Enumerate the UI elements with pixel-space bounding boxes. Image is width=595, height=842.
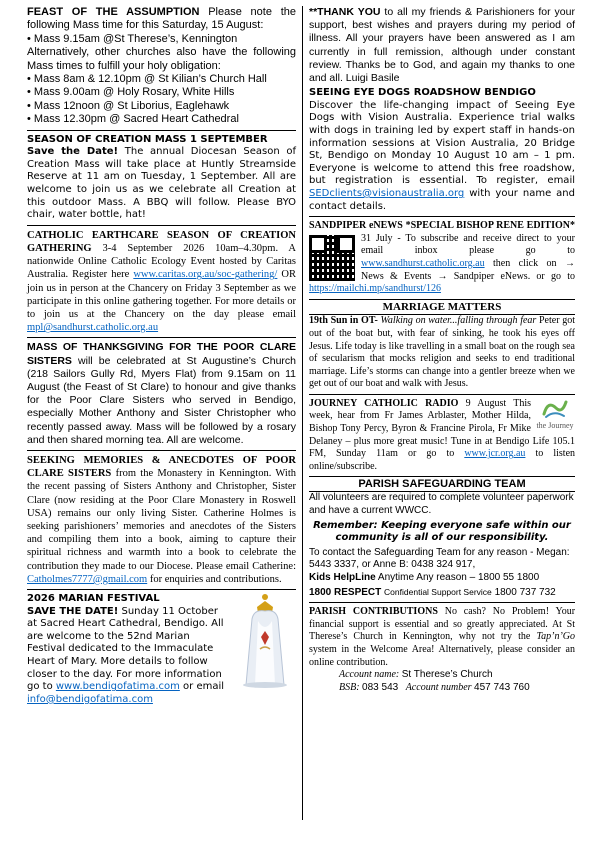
account-number-line bbox=[309, 682, 575, 695]
account-name-line bbox=[309, 669, 575, 682]
safeguarding-contact: To contact the Safeguarding Team for any reason - Megan: 5443 3337, or Anne B: 0438 324 917, bbox=[309, 546, 570, 571]
section-divider bbox=[27, 130, 296, 131]
seeing-eye-title: SEEING EYE DOGS ROADSHOW BENDIGO bbox=[309, 87, 536, 99]
section-divider bbox=[27, 337, 296, 338]
list-item: • Mass 12noon @ St Liborius, Eaglehawk bbox=[27, 100, 296, 113]
journey-title: JOURNEY CATHOLIC RADIO bbox=[309, 397, 459, 409]
marian-link[interactable]: www.bendigofatima.com bbox=[55, 681, 180, 693]
memories-tail: for enquiries and contributions. bbox=[149, 573, 282, 585]
marian-title: 2026 MARIAN FESTIVAL bbox=[27, 593, 160, 605]
section-divider bbox=[309, 216, 575, 217]
sandpiper-notice bbox=[309, 220, 575, 296]
marriage-sub-italic: Walking on water...falling through fear bbox=[380, 315, 537, 327]
sandpiper-body-1: 31 July - To subscribe and receive direct to your email inbox please go to bbox=[361, 232, 575, 257]
marian-lead: SAVE THE DATE! bbox=[27, 605, 119, 617]
earthcare-email[interactable]: mpl@sandhurst.catholic.org.au bbox=[27, 322, 159, 334]
marian-notice bbox=[27, 593, 296, 706]
memories-title: SEEKING MEMORIES & ANECDOTES OF POOR CLARE SISTERS bbox=[27, 455, 296, 480]
account-number: 457 743 760 bbox=[474, 681, 530, 693]
assumption-list-2 bbox=[27, 73, 296, 127]
journey-notice bbox=[309, 398, 575, 474]
column-divider bbox=[302, 6, 303, 820]
respect-small: Confidential Support Service bbox=[384, 586, 492, 597]
sandpiper-body-2: then click on → News & Events → Sandpiper eNews. or go to bbox=[361, 257, 575, 282]
section-divider bbox=[27, 225, 296, 226]
memories-email[interactable]: Catholmes7777@gmail.com bbox=[27, 573, 148, 585]
creation-mass-lead: Save the Date! bbox=[27, 146, 119, 158]
marian-mid: or email bbox=[183, 681, 225, 693]
contributions-body-2: system in the Welcome Area! Alternatively, please consider an online contribution. bbox=[309, 643, 575, 668]
respect-label: 1800 RESPECT bbox=[309, 586, 382, 598]
memories-notice bbox=[27, 454, 296, 586]
kids-helpline-label: Kids HelpLine bbox=[309, 572, 376, 583]
right-column bbox=[309, 6, 575, 694]
our-lady-of-fatima-image bbox=[234, 593, 296, 689]
sandpiper-mailchimp-link[interactable]: https://mailchi.mp/sandhurst/126 bbox=[309, 283, 441, 295]
earthcare-link[interactable]: www.caritas.org.au/soc-gathering/ bbox=[133, 269, 278, 281]
marriage-heading: MARRIAGE MATTERS bbox=[309, 299, 575, 316]
creation-mass-notice bbox=[27, 134, 296, 222]
section-divider bbox=[309, 394, 575, 395]
contributions-notice bbox=[309, 606, 575, 694]
journey-link[interactable]: www.jcr.org.au bbox=[464, 448, 526, 460]
earthcare-notice bbox=[27, 229, 296, 335]
list-item: • Mass 9.00am @ Holy Rosary, White Hills bbox=[27, 86, 296, 99]
section-divider bbox=[27, 589, 296, 590]
seeing-eye-tail: with your name and contact details. bbox=[309, 187, 575, 212]
seeing-eye-body: Discover the life-changing impact of Seeing Eye Dogs with Vision Australia. Experience trial walks with dogs in training led by expert staff in hands-on information sessions at Vision Australia, 20 Bridge St, Bendigo on Monday 10 August 10 am – 1 pm. Everyone is welcome to attend this free roadshow, but registration is essential. To register, email bbox=[309, 99, 575, 187]
bsb-label: BSB: bbox=[339, 681, 360, 693]
sandpiper-title: SANDPIPER eNEWS *SPECIAL BISHOP RENE EDITION* bbox=[309, 220, 575, 232]
kids-helpline bbox=[309, 572, 575, 585]
respect-number: 1800 737 732 bbox=[494, 586, 556, 598]
poor-clare-body: will be celebrated at St Augustine’s Church (218 Sailors Gully Rd, Myers Flat) from 9.15am on 11 August (the Feast of St Clare) to honour and give thanks for the Poor Clare Sisters who served in Bendigo, especially Mother Anthony and Sister Christopher who recently passed away. Mass will be followed by a rosary and then shared morning tea. All are welcome. bbox=[27, 354, 296, 446]
marian-body: Sunday 11 October at Sacred Heart Cathedral, Bendigo. All are welcome to the 52nd Marian Festival dedicated to the Immaculate Heart of Mary. More details to follow closer to the day. For more information go to bbox=[27, 605, 224, 693]
assumption-title: FEAST OF THE ASSUMPTION bbox=[27, 6, 200, 18]
journey-logo-text: the Journey bbox=[536, 420, 574, 430]
section-divider bbox=[309, 602, 575, 603]
creation-mass-title: SEASON OF CREATION MASS 1 SEPTEMBER bbox=[27, 133, 268, 145]
contributions-title: PARISH CONTRIBUTIONS bbox=[309, 606, 438, 618]
assumption-list-1 bbox=[27, 33, 296, 46]
marian-email[interactable]: info@bendigofatima.com bbox=[27, 693, 153, 705]
sandpiper-link[interactable]: www.sandhurst.catholic.org.au bbox=[361, 257, 485, 269]
section-divider bbox=[27, 450, 296, 451]
marriage-matters bbox=[309, 299, 575, 391]
kids-helpline-detail: Anytime Any reason – 1800 55 1800 bbox=[377, 572, 540, 583]
seeing-eye-notice bbox=[309, 87, 575, 213]
journey-date: 9 August bbox=[465, 397, 507, 409]
assumption-middle: Alternatively, other churches also have the following Mass times to fulfill your holy obligation: bbox=[27, 46, 296, 72]
marriage-sub: 19th Sun in OT- bbox=[309, 315, 378, 327]
safeguarding-remember: Remember: Keeping everyone safe within our community is all of our responsibility. bbox=[313, 519, 571, 544]
earthcare-body-1: 3-4 September 2026 10am–4.30pm. A nationwide Online Catholic Ecology Event hosted by Caritas Australia. Register here bbox=[27, 243, 296, 281]
journey-swirl-icon bbox=[540, 398, 570, 420]
list-item: • Mass 12.30pm @ Sacred Heart Cathedral bbox=[27, 113, 296, 126]
left-column bbox=[27, 6, 296, 706]
seeing-eye-email[interactable]: SEDclients@visionaustralia.org bbox=[309, 187, 465, 199]
list-item: • Mass 8am & 12.10pm @ St Kilian’s Church Hall bbox=[27, 73, 296, 86]
respect-line bbox=[309, 586, 575, 600]
earthcare-body-2: OR join us in person at the Chancery on Friday 3 September as we participate in this online gathering together. For more details or to join us at the Chancery on the day please email bbox=[27, 269, 296, 321]
thank-you-notice bbox=[309, 6, 575, 85]
account-name-label: Account name: bbox=[339, 669, 400, 681]
journey-body: This week, hear from Fr James Arblaster, Mother Hilda, Bishop Tony Percy, Byron & Francine Pirola, Fr Mike Delaney – plus more great music! Tune in at Bendigo Life 105.1 FM, Sunday 11am or go to bbox=[309, 397, 575, 460]
account-name: St Therese’s Church bbox=[401, 669, 493, 681]
earthcare-title: CATHOLIC EARTHCARE SEASON OF CREATION GATHERING bbox=[27, 229, 296, 255]
safeguarding-heading: PARISH SAFEGUARDING TEAM bbox=[309, 476, 575, 492]
thank-you-body: to all my friends & Parishioners for your support, best wishes and prayers during my period of illness. All your prayers have been answered as I am currently in full remission, although under constant review. Thanks be to God, and again my thanks to one and all. Luigi Basile bbox=[309, 6, 575, 85]
memories-body: from the Monastery in Kennington. With the recent passing of Sisters Anthony and Christopher, Sister Clare (now residing at the Poor Clare Monastery in Roswell USA) remains our only living Sister. Catherine Holmes is seeking parishioners’ memories and anecdotes of the Sisters and compiling them into a book, aiming to capture their spiritual richness and warmth into a book to celebrate the contribution they made to our Diocese. Please email Catherine: bbox=[27, 468, 297, 572]
journey-tail: to listen online/subscribe. bbox=[309, 448, 576, 472]
account-number-label: Account number bbox=[405, 681, 472, 693]
assumption-notice bbox=[27, 6, 296, 127]
list-item: • Mass 9.15am @St Therese’s, Kennington bbox=[27, 33, 296, 46]
assumption-intro: Please note the following Mass time for this Saturday, 15 August: bbox=[27, 6, 296, 32]
qr-code-icon[interactable] bbox=[309, 235, 355, 281]
poor-clare-title: MASS OF THANKSGIVING FOR THE POOR CLARE SISTERS bbox=[27, 341, 296, 367]
contributions-body: No cash? No Problem! Your financial support is essential and so greatly appreciated. At St Therese’s Church in Kennington, why not try the bbox=[309, 606, 576, 643]
safeguarding-body: All volunteers are required to complete volunteer paperwork and have a current WWCC. bbox=[309, 492, 574, 517]
marriage-body: Peter got out of the boat but, with fear of sinking, he took his eyes off Jesus. Life today is like travelling in a small boat on the rough sea of secularism that mocks religion and seeks to end traditional marriage. Life’s storms can change into a gentler breeze when we get out of our boat and walk with Jesus. bbox=[309, 315, 576, 390]
contributions-tap: Tap’n’Go bbox=[536, 631, 576, 643]
bsb: 083 543 bbox=[362, 681, 399, 693]
poor-clare-notice bbox=[27, 341, 296, 447]
thank-you-title: **THANK YOU bbox=[309, 6, 381, 18]
safeguarding-section bbox=[309, 476, 575, 599]
creation-mass-body: The annual Diocesan Season of Creation Mass will take place at Huntly Streamside Reserve at 11 am on Tuesday, 1 September. All are welcome to join us as we celebrate all Creation at this outdoor Mass. A BBQ will follow. Please BYO chair, water bottle, hat! bbox=[27, 146, 296, 221]
journey-radio-logo bbox=[535, 398, 575, 432]
